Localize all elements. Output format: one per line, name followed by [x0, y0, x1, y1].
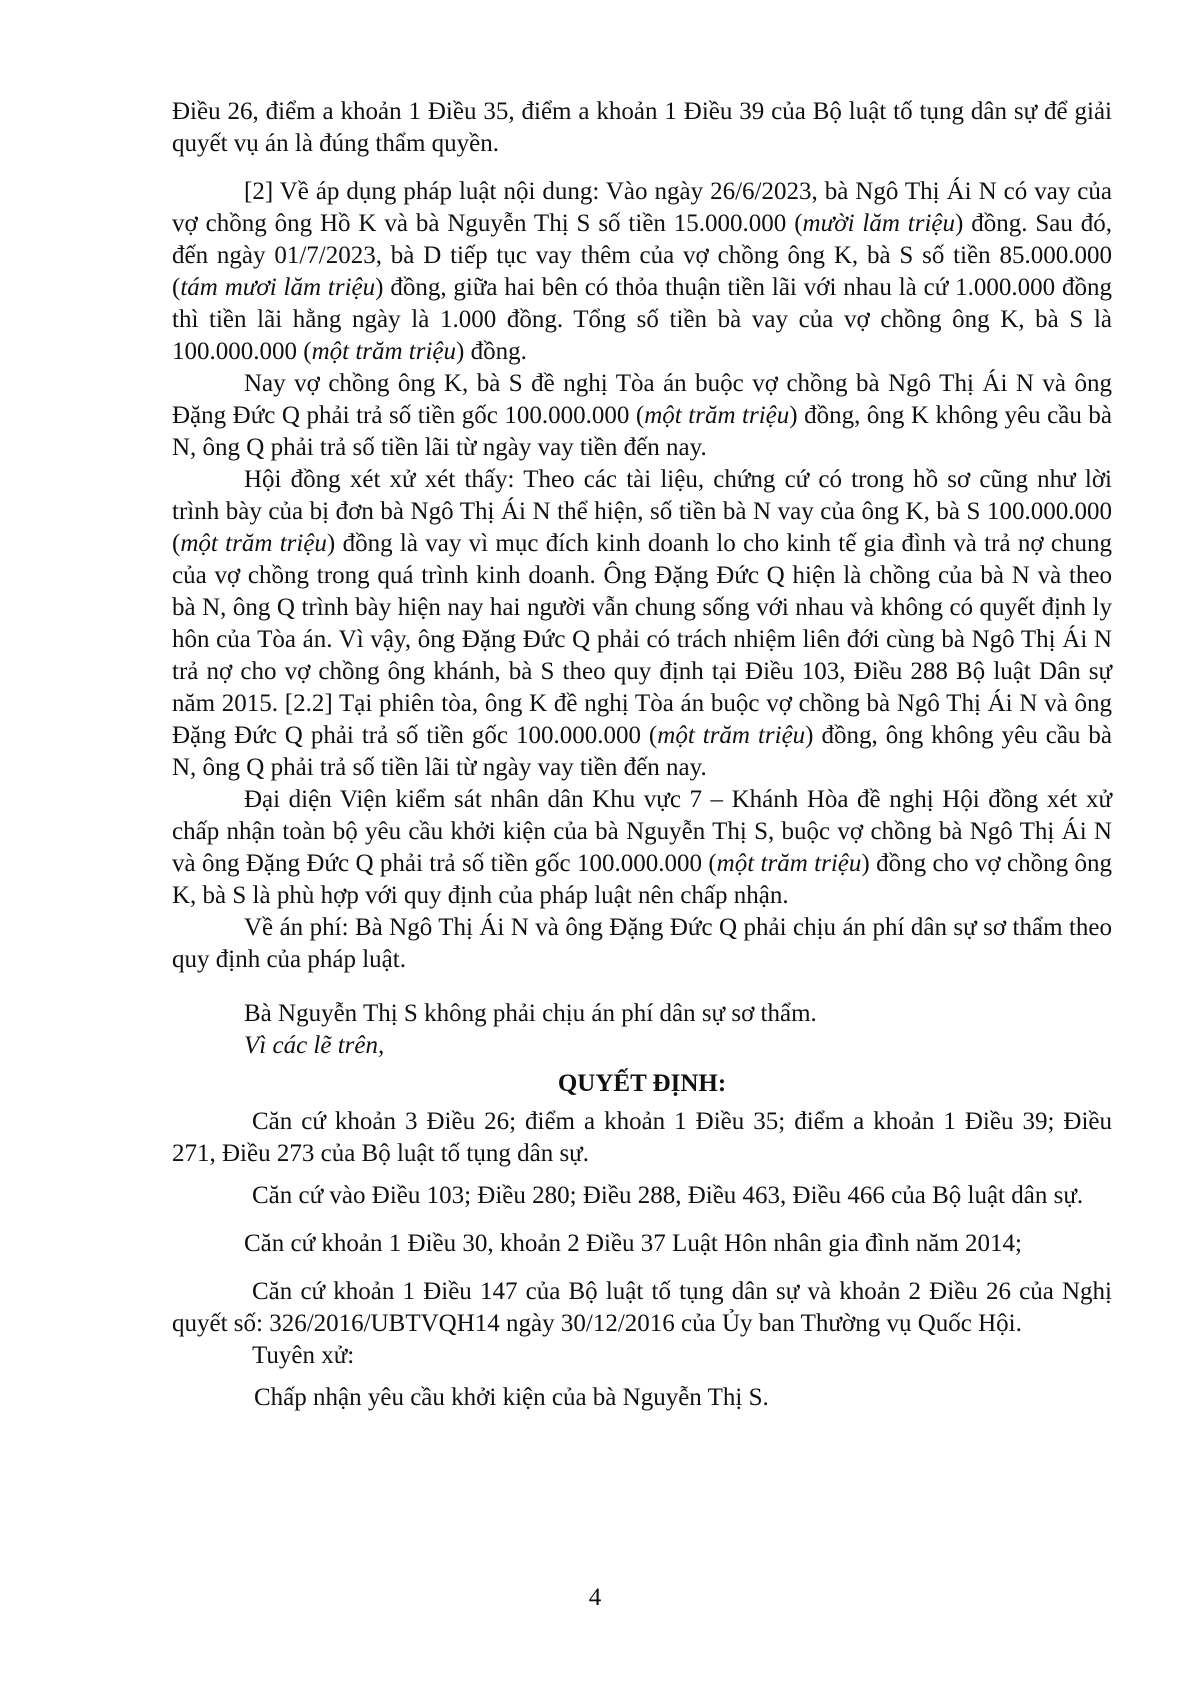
paragraph-procuracy-opinion: Đại diện Viện kiểm sát nhân dân Khu vực 7 – Khánh Hòa đề nghị Hội đồng xét xử chấp nhận toàn bộ yêu cầu khởi kiện của bà Nguyễn Thị S, buộc vợ chồng bà Ngô Thị Ái N và ông Đặng Đức Q phải trả số tiền gốc 100.000.000 (một trăm triệu) đồng cho vợ chồng ông K, bà S là phù hợp với quy định của pháp luật nên chấp nhận. — [172, 786, 1112, 909]
paragraph-basis-resolution: Căn cứ khoản 1 Điều 147 của Bộ luật tố tụng dân sự và khoản 2 Điều 26 của Nghị quyết số: 326/2016/UBTVQH14 ngày 30/12/2016 của Ủy ban Thường vụ Quốc Hội. — [172, 1278, 1112, 1337]
paragraph-for-these-reasons: Vì các lẽ trên, — [244, 1032, 385, 1059]
paragraph-basis-civil-code: Căn cứ vào Điều 103; Điều 280; Điều 288, Điều 463, Điều 466 của Bộ luật dân sự. — [252, 1182, 1084, 1209]
paragraph-council-finding: Hội đồng xét xử xét thấy: Theo các tài liệu, chứng cứ có trong hồ sơ cũng như lời trình bày của bị đơn bà Ngô Thị Ái N thể hiện, số tiền bà N vay của ông K, bà S 100.000.000 (một trăm triệu) đồng là vay vì mục đích kinh doanh lo cho kinh tế gia đình và trả nợ chung của vợ chồng trong quá trình kinh doanh. Ông Đặng Đức Q hiện là chồng của bà N và theo bà N, ông Q trình bày hiện nay hai người vẫn chung sống với nhau và không có quyết định ly hôn của Tòa án. Vì vậy, ông Đặng Đức Q phải có trách nhiệm liên đới cùng bà Ngô Thị Ái N trả nợ cho vợ chồng ông khánh, bà S theo quy định tại Điều 103, Điều 288 Bộ luật Dân sự năm 2015. [2.2] Tại phiên tòa, ông K đề nghị Tòa án buộc vợ chồng bà Ngô Thị Ái N và ông Đặng Đức Q phải trả số tiền gốc 100.000.000 (một trăm triệu) đồng, ông không yêu cầu bà N, ông Q phải trả số tiền lãi từ ngày vay tiền đến nay. — [172, 466, 1112, 781]
paragraph-plaintiff-fee-exemption: Bà Nguyễn Thị S không phải chịu án phí dân sự sơ thẩm. — [244, 1000, 817, 1027]
paragraph-court-fees: Về án phí: Bà Ngô Thị Ái N và ông Đặng Đức Q phải chịu án phí dân sự sơ thẩm theo quy định của pháp luật. — [172, 914, 1112, 973]
paragraph-substantive-law: [2] Về áp dụng pháp luật nội dung: Vào ngày 26/6/2023, bà Ngô Thị Ái N có vay của vợ chồng ông Hồ K và bà Nguyễn Thị S số tiền 15.000.000 (mười lăm triệu) đồng. Sau đó, đến ngày 01/7/2023, bà D tiếp tục vay thêm của vợ chồng ông K, bà S số tiền 85.000.000 (tám mươi lăm triệu) đồng, giữa hai bên có thỏa thuận tiền lãi với nhau là cứ 1.000.000 đồng thì tiền lãi hằng ngày là 1.000 đồng. Tổng số tiền bà vay của vợ chồng ông K, bà S là 100.000.000 (một trăm triệu) đồng. — [172, 178, 1113, 365]
page-number: 4 — [588, 1584, 602, 1611]
paragraph-plaintiff-request: Nay vợ chồng ông K, bà S đề nghị Tòa án buộc vợ chồng bà Ngô Thị Ái N và ông Đặng Đức Q phải trả số tiền gốc 100.000.000 (một trăm triệu) đồng, ông K không yêu cầu bà N, ông Q phải trả số tiền lãi từ ngày vay tiền đến nay. — [172, 370, 1113, 461]
document-body — [172, 96, 1112, 1414]
paragraph-jurisdiction: Điều 26, điểm a khoản 1 Điều 35, điểm a khoản 1 Điều 39 của Bộ luật tố tụng dân sự để giải quyết vụ án là đúng thẩm quyền. — [172, 98, 1112, 157]
paragraph-basis-procedure: Căn cứ khoản 3 Điều 26; điểm a khoản 1 Điều 35; điểm a khoản 1 Điều 39; Điều 271, Điều 273 của Bộ luật tố tụng dân sự. — [172, 1108, 1112, 1167]
decision-heading: QUYẾT ĐỊNH: — [557, 1070, 727, 1097]
paragraph-verdict-label: Tuyên xử: — [252, 1342, 355, 1369]
paragraph-verdict-accept: Chấp nhận yêu cầu khởi kiện của bà Nguyễn Thị S. — [254, 1384, 769, 1411]
paragraph-basis-marriage-law: Căn cứ khoản 1 Điều 30, khoản 2 Điều 37 Luật Hôn nhân gia đình năm 2014; — [244, 1230, 1022, 1257]
